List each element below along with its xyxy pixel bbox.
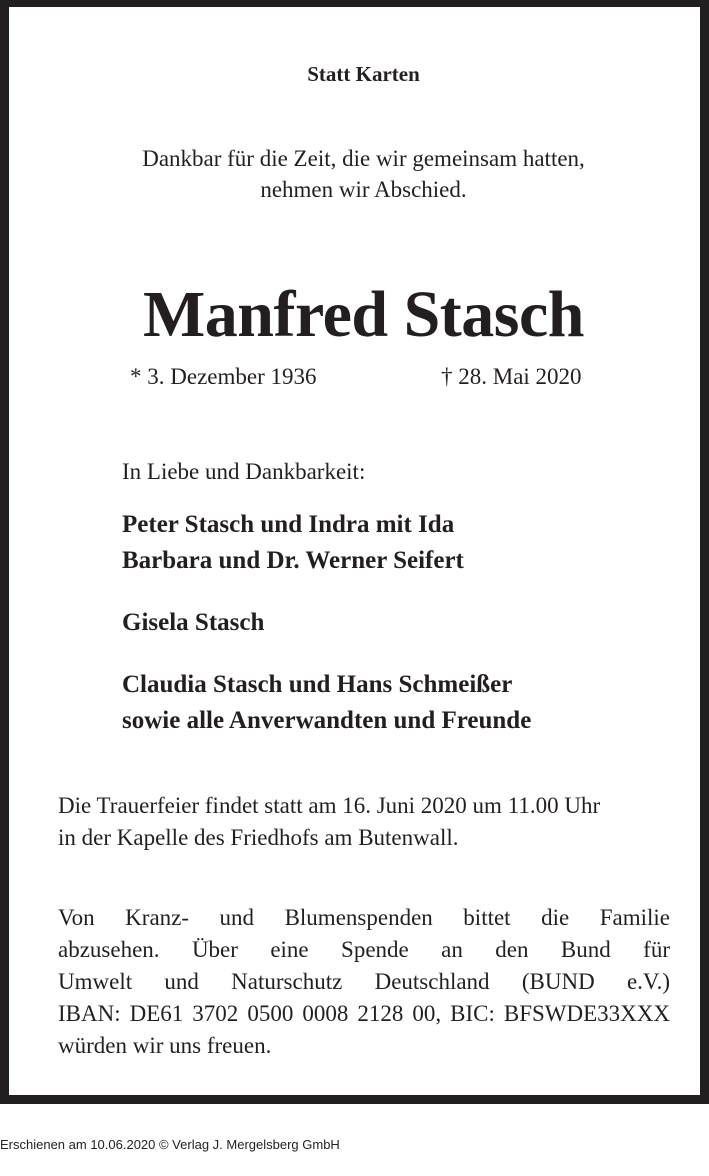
motto-line-1: Dankbar für die Zeit, die wir gemeinsam hatten, (142, 146, 585, 171)
death-date: † 28. Mai 2020 (441, 364, 582, 389)
mourners-intro: In Liebe und Dankbarkeit: (122, 459, 366, 484)
donation-request (58, 902, 670, 1062)
mourner-line-2: Barbara und Dr. Werner Seifert (122, 547, 464, 574)
deceased-name: Manfred Stasch (143, 278, 584, 351)
mourner-line-4: Claudia Stasch und Hans Schmeißer (122, 671, 513, 698)
donation-line-3: Umwelt und Naturschutz Deutschland (BUND e.V.) (58, 969, 670, 994)
motto-line-2: nehmen wir Abschied. (260, 177, 467, 202)
ceremony-line-1: Die Trauerfeier findet statt am 16. Juni 2020 um 11.00 Uhr (58, 793, 601, 818)
donation-line-1: Von Kranz- und Blumenspenden bittet die Familie (58, 905, 670, 930)
notice-heading: Statt Karten (307, 62, 420, 86)
donation-line-2: abzusehen. Über eine Spende an den Bund für (58, 937, 670, 962)
birth-date: * 3. Dezember 1936 (130, 364, 317, 389)
ceremony-line-2: in der Kapelle des Friedhofs am Butenwall. (58, 825, 459, 850)
donation-line-4: IBAN: DE61 3702 0500 0008 2128 00, BIC: BFSWDE33XXX (58, 1001, 670, 1026)
mourner-line-1: Peter Stasch und Indra mit Ida (122, 511, 455, 538)
donation-line-5: würden wir uns freuen. (58, 1033, 272, 1058)
mourner-line-5: sowie alle Anverwandten und Freunde (122, 707, 532, 734)
motto (9, 143, 709, 205)
mourner-line-3: Gisela Stasch (122, 609, 265, 636)
ceremony-info (58, 790, 670, 854)
publication-footer: Erschienen am 10.06.2020 © Verlag J. Mergelsberg GmbH (0, 1137, 340, 1152)
